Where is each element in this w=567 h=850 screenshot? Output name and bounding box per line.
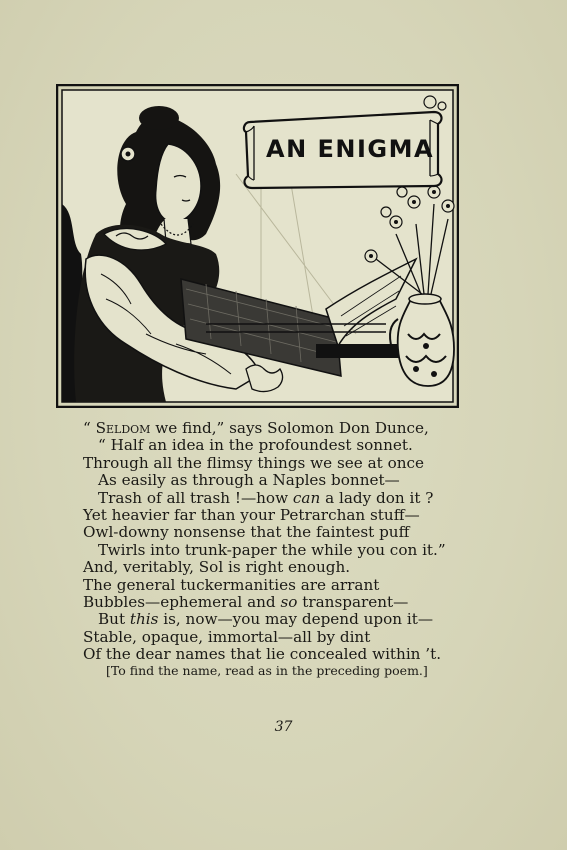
poem-line: But this is, now—you may depend upon it— [98,610,434,629]
poem-line: Bubbles—ephemeral and so transparent— [83,593,409,612]
poem-line: As easily as through a Naples bonnet— [98,471,400,490]
poem-line: The general tuckermanities are arrant [83,575,380,594]
poem-line: And, veritably, Sol is right enough. [83,558,351,577]
banner-title: AN ENIGMA [266,135,435,163]
poem-line: “ Seldom we find,” says Solomon Don Dunce, [83,419,429,437]
footnote: [To find the name, read as in the preceding poem.] [106,663,428,678]
poem-line: Through all the flimsy things we see at once [83,453,424,472]
poem [83,420,463,664]
poem-line: Stable, opaque, immortal—all by dint [83,627,371,646]
poem-line: Yet heavier far than your Petrarchan stuff— [83,506,420,525]
poem-line: “ Half an idea in the profoundest sonnet. [98,436,413,455]
poem-line: Of the dear names that lie concealed within ’t. [83,645,442,664]
page-number: 37 [274,719,293,735]
poem-line: Twirls into trunk-paper the while you con it.” [98,540,446,559]
poem-line: Trash of all trash !—how can a lady don it ? [98,488,434,507]
header-illustration [56,84,459,408]
poem-line: Owl-downy nonsense that the faintest puff [83,523,410,542]
vase [398,299,454,386]
